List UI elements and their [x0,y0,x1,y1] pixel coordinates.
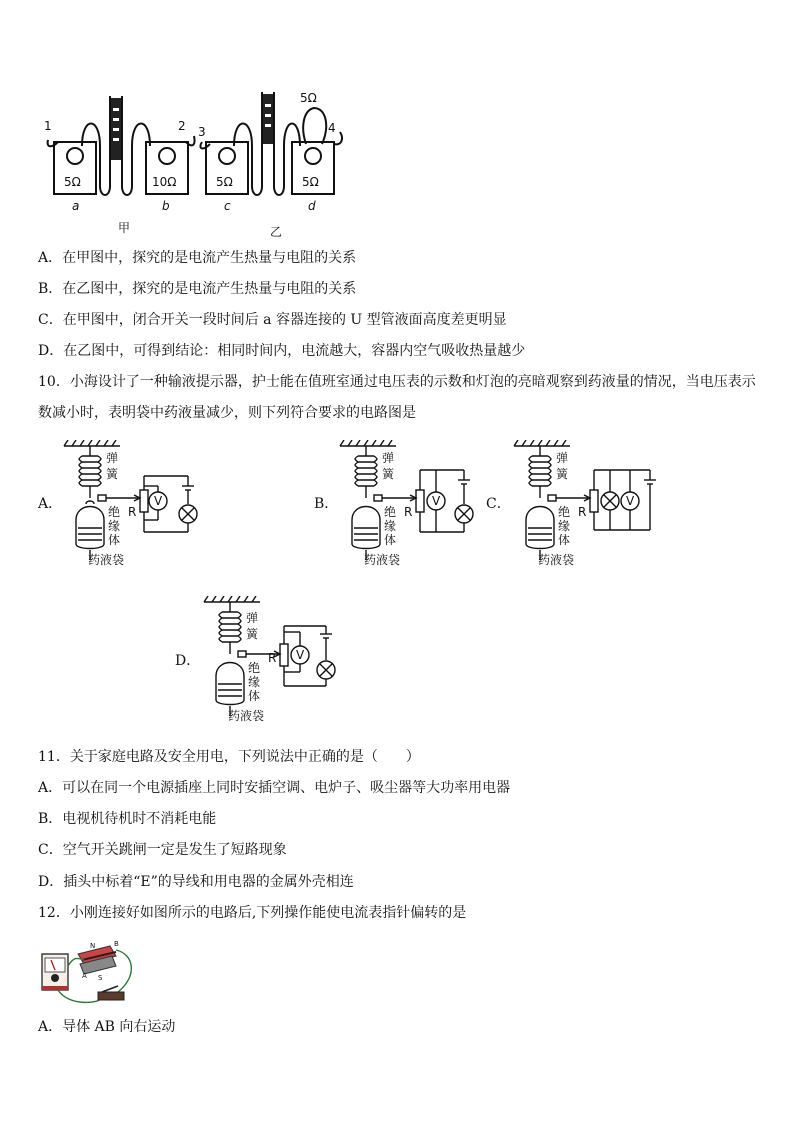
svg-text:体: 体 [558,533,571,547]
svg-text:体: 体 [108,533,121,547]
fig9-r-top: 5Ω [300,91,317,105]
fig9-label-1: 1 [44,119,52,133]
switch [98,992,124,1000]
fig9-label-a: a [72,199,80,213]
q11-option-b: B．电视机待机时不消耗电能 [38,811,217,827]
circuit-a [60,440,200,570]
fig9-caption-jia: 甲 [118,221,131,235]
svg-text:弹: 弹 [382,451,395,465]
q9-option-d: D．在乙图中，可得到结论：相同时间内，电流越大，容器内空气吸收热量越少 [38,343,526,359]
fig9-r-d: 5Ω [302,175,319,189]
resistor-coil-a [67,148,83,164]
q10-option-label-c: C． [486,496,511,512]
svg-text:绝: 绝 [248,661,261,675]
q9-option-a: A．在甲图中，探究的是电流产生热量与电阻的关系 [38,250,357,266]
q11-option-c: C．空气开关跳闸一定是发生了短路现象 [38,842,287,858]
q12-stem: 12．小刚连接好如图所示的电路后,下列操作能使电流表指针偏转的是 [38,905,467,921]
svg-text:药液袋: 药液袋 [364,553,401,567]
fig9-label-2: 2 [178,119,186,133]
figure-q9 [38,86,358,238]
circuit-c [510,440,660,570]
q10-option-label-d: D． [175,653,201,669]
svg-text:R: R [268,651,277,665]
resistor-a [140,490,148,512]
q10-stem-line1: 10．小海设计了一种输液提示器，护士能在值班室通过电压表的示数和灯泡的亮暗观察到药液量的情况，当电压表示 [38,374,756,390]
svg-text:弹: 弹 [556,451,569,465]
resistor-coil-b [159,148,175,164]
svg-text:A: A [82,972,87,980]
fig9-label-c: c [224,199,231,213]
svg-text:V: V [626,494,635,508]
svg-text:弹: 弹 [246,611,259,625]
fig9-label-b: b [162,199,170,213]
svg-text:簧: 簧 [106,467,119,481]
svg-text:R: R [578,505,587,519]
q12-option-a: A．导体 AB 向右运动 [38,1019,176,1035]
spring-a [82,456,98,486]
q10-stem-line2: 数减小时，表明袋中药液量减少，则下列符合要求的电路图是 [38,405,416,421]
fig9-r-c: 5Ω [216,175,233,189]
svg-text:R: R [128,505,137,519]
svg-text:N: N [90,942,96,950]
circuit-b [336,440,476,570]
fig9-r-a: 5Ω [64,175,81,189]
resistor-coil-d [305,148,321,164]
q10-option-label-b: B． [314,496,339,512]
figure-q12 [38,936,142,1008]
q10-option-label-a: A． [38,496,63,512]
svg-text:体: 体 [384,533,397,547]
q11-stem: 11．关于家庭电路及安全用电，下列说法中正确的是（ ） [38,749,420,765]
circuit-d [200,596,350,726]
svg-text:簧: 簧 [382,467,395,481]
fig9-label-3: 3 [198,125,206,139]
svg-text:V: V [432,494,441,508]
q11-option-a: A．可以在同一个电源插座上同时安插空调、电炉子、吸尘器等大功率用电器 [38,780,511,796]
svg-text:缘: 缘 [558,519,571,533]
u-tube-d [274,92,300,195]
external-resistor [303,108,326,144]
svg-text:V: V [296,648,305,662]
svg-text:V: V [154,494,163,508]
svg-text:缘: 缘 [108,519,121,533]
svg-text:簧: 簧 [246,627,259,641]
q11-option-d: D．插头中标着“E”的导线和用电器的金属外壳相连 [38,874,354,890]
resistor-coil-c [219,148,235,164]
svg-text:簧: 簧 [556,467,569,481]
svg-text:绝: 绝 [108,505,121,519]
svg-text:药液袋: 药液袋 [228,709,265,723]
fig9-label-4: 4 [328,121,336,135]
q9-option-c: C．在甲图中，闭合开关一段时间后 a 容器连接的 U 型管液面高度差更明显 [38,312,507,328]
svg-text:R: R [404,505,413,519]
q9-option-b: B．在乙图中，探究的是电流产生热量与电阻的关系 [38,281,357,297]
svg-text:B: B [114,940,119,948]
fig9-caption-yi: 乙 [270,225,283,238]
svg-text:弹: 弹 [106,451,119,465]
svg-text:体: 体 [248,689,261,703]
svg-text:S: S [98,974,103,982]
fig9-label-d: d [308,199,316,213]
svg-text:缘: 缘 [384,519,397,533]
fig9-r-b: 10Ω [152,175,177,189]
svg-text:药液袋: 药液袋 [88,553,125,567]
svg-text:缘: 缘 [248,675,261,689]
svg-text:药液袋: 药液袋 [538,553,575,567]
svg-text:绝: 绝 [384,505,397,519]
svg-text:绝: 绝 [558,505,571,519]
